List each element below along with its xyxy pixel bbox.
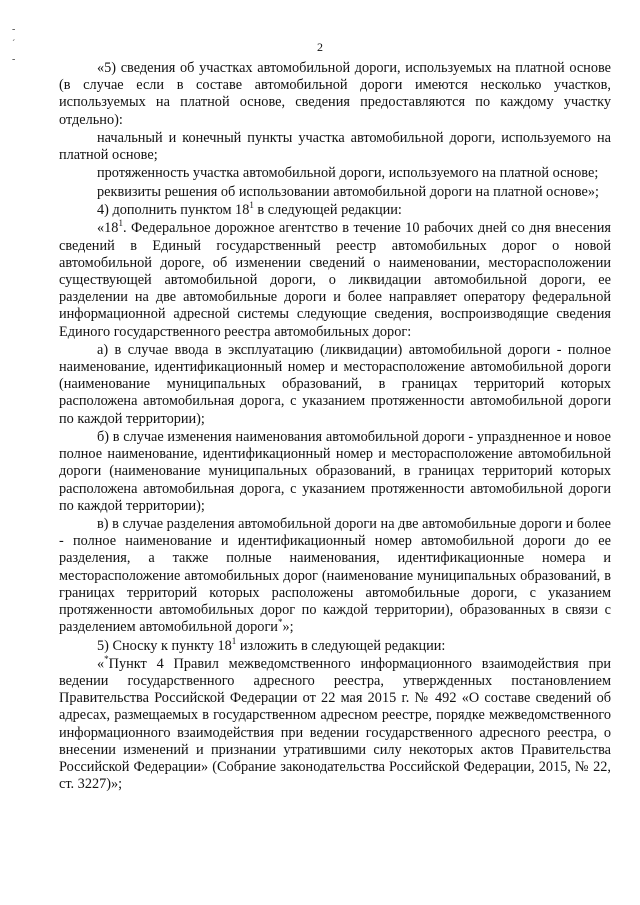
paragraph: а) в случае ввода в эксплуатацию (ликвидации) автомобильной дороги - полное наименование, идентификационный номер и месторасположение автомобильной дороги (наименование муниципальных образований, в границах территорий которых расположена автомобильная дорога, с указанием протяженности автомобильной дороги по каждой территории);: [59, 341, 611, 427]
superscript: 1: [231, 635, 237, 646]
paragraph: [59, 516, 611, 636]
page-number: 2: [317, 40, 323, 54]
margin-mark: -: [12, 54, 16, 65]
superscript: 1: [249, 200, 254, 210]
paragraph: [59, 202, 611, 219]
paragraph-text: 4) дополнить пунктом 18: [97, 202, 250, 218]
paragraph: б) в случае изменения наименования автомобильной дороги - упраздненное и новое полное наименование, идентификационный номер и месторасположение автомобильной дороги (наименование муниципальных образований, в границах территорий которых расположена автомобильная дорога, с указанием протяженности автомобильной дороги по каждой территории);: [59, 428, 611, 514]
paragraph: протяженность участка автомобильной дороги, используемого на платной основе;: [97, 165, 599, 182]
paragraph: [59, 635, 611, 655]
document-body: [59, 60, 611, 795]
paragraph-text: . Федеральное дорожное агентство в течение 10 рабочих дней со дня внесения сведений в Единый государственный реестр автомобильных дорог о новой автомобильной дороге, об изменении сведений о наименовании, месторасположении существующей автомобильной дороги, о ликвидации автомобильной дороги, ее разделении на две автомобильные дороги и более направляет оператору федеральной информационной адресной системы следующие сведения, воспроизводящие сведения Единого государственного реестра автомобильных дорог:: [59, 220, 611, 340]
paragraph: реквизиты решения об использовании автомобильной дороги на платной основе»;: [97, 183, 599, 200]
paragraph: «5) сведения об участках автомобильной дороги, используемых на платной основе (в случае если в составе автомобильной дороги имеются несколько участков, используемых на платной основе, сведения предоставляются по каждому участку отдельно):: [59, 60, 611, 128]
paragraph-text: в следующей редакции:: [253, 202, 402, 218]
paragraph-text: Пункт 4 Правил межведомственного информационного взаимодействия при ведении государственного адресного реестра, утвержденных постановлением Правительства Российской Федерации от 22 мая 2015 г. № 492 «О составе сведений об адресах, размещаемых в государственном адресном реестре, порядке межведомственного информационного взаимодействия при ведении государственного адресного реестра, о внесении изменений и признании утратившими силу некоторых актов Правительства Российской Федерации» (Собрание законодательства Российской Федерации, 2015, № 22, ст. 3227)»;: [59, 655, 611, 793]
superscript: 1: [118, 218, 123, 229]
paragraph: начальный и конечный пункты участка автомобильной дороги, используемого на платной основе;: [59, 129, 611, 164]
paragraph: [59, 220, 611, 340]
margin-mark: ´: [12, 39, 16, 50]
paragraph-text: «: [97, 655, 105, 672]
paragraph-text: изложить в следующей редакции:: [236, 637, 446, 654]
paragraph: [59, 653, 611, 794]
paragraph-text: в) в случае разделения автомобильной дороги на две автомобильные дороги и более - полное наименование и идентификационный номер автомобильной дороги до ее разделения, а также полные наименования, идентификационные номера и месторасположение автомобильных дорог (наименование муниципальных образований, в границах территорий которых расположены автомобильные дороги, с указанием протяженности автомобильных дорог по каждой территории), образованных в связи с разделением автомобильной дороги: [59, 516, 611, 636]
paragraph-text: »;: [282, 619, 294, 636]
paragraph-text: «18: [97, 220, 119, 237]
margin-mark: -: [12, 24, 16, 35]
superscript: *: [104, 653, 109, 664]
superscript: *: [277, 617, 283, 628]
paragraph-text: 5) Сноску к пункту 18: [97, 637, 232, 654]
